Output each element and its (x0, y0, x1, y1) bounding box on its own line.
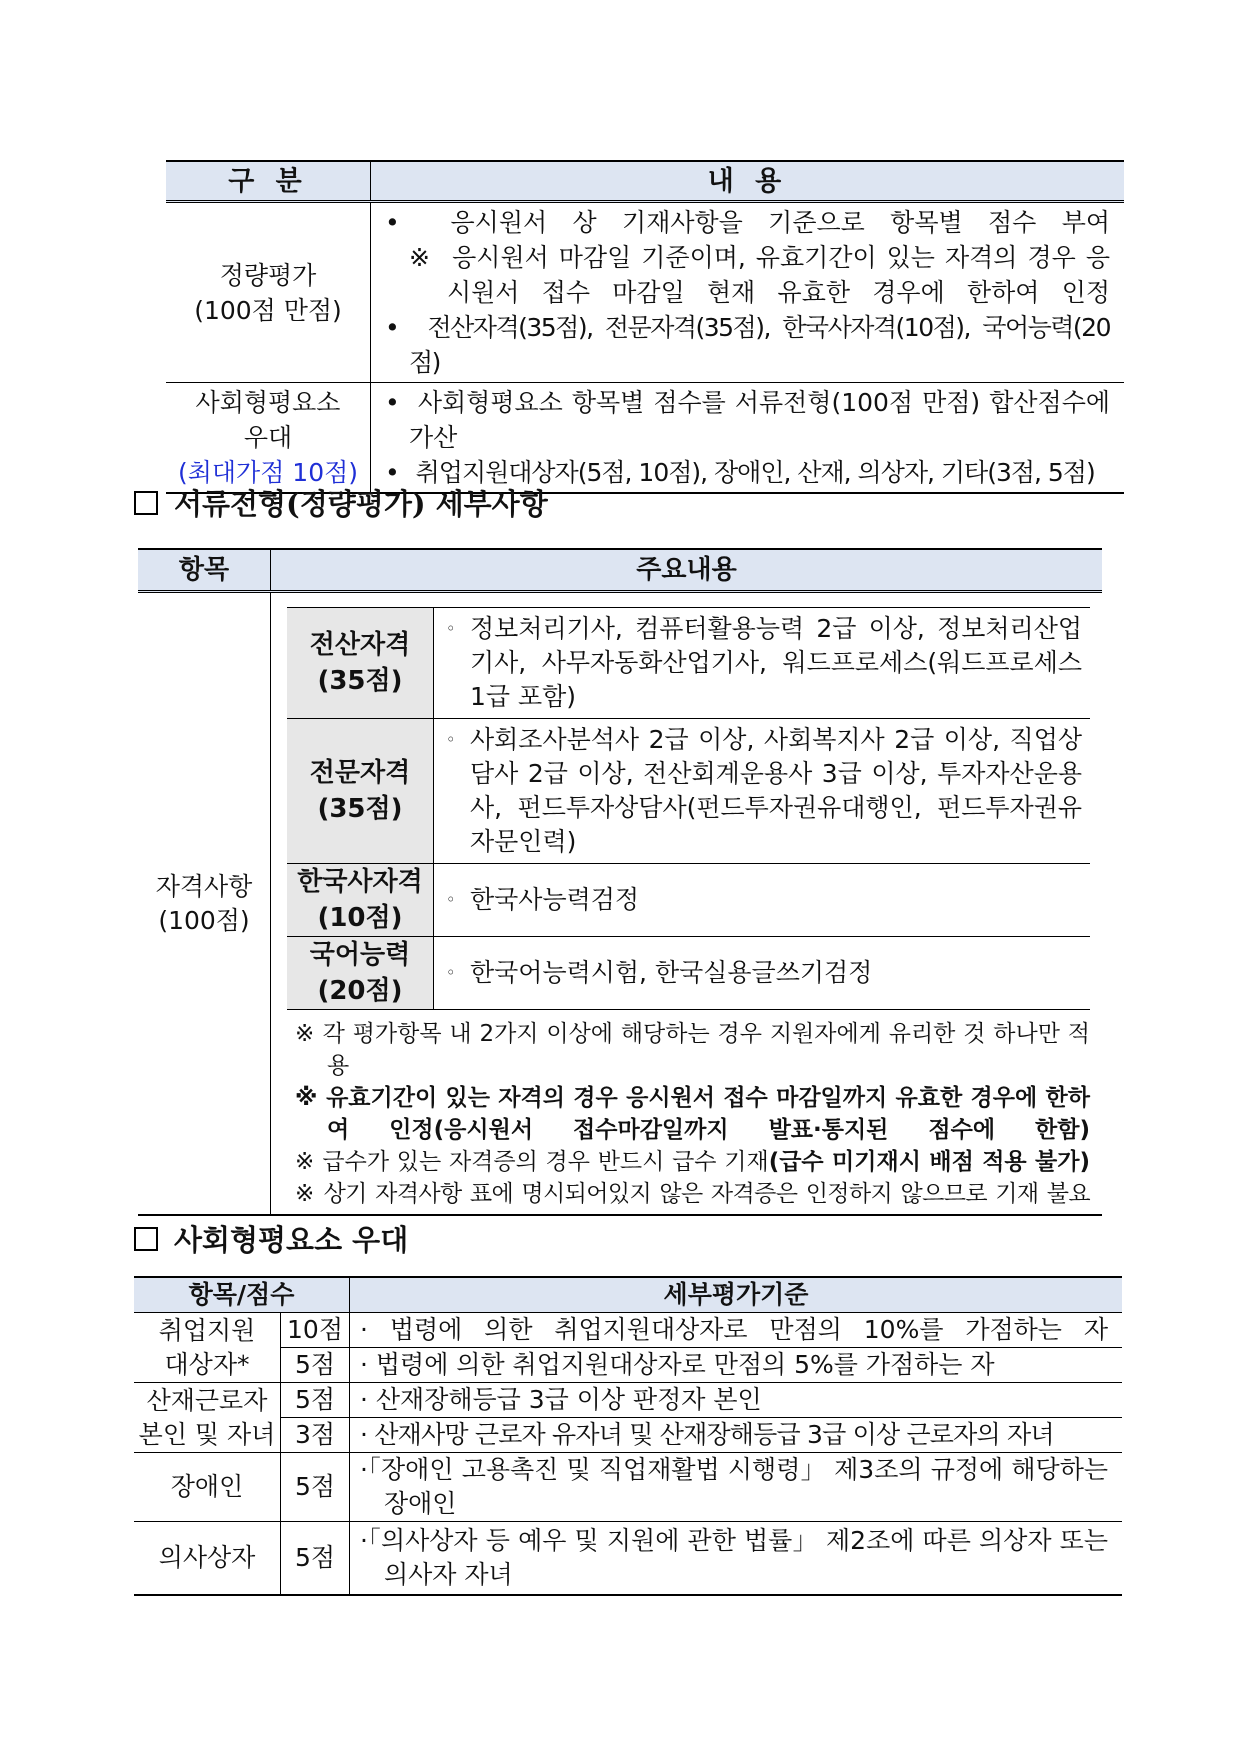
item-qualifications: 자격사항 (100점) (138, 592, 271, 1216)
header-content: 내 용 (371, 161, 1125, 202)
bullet-item: • 취업지원대상자(5점, 10점), 장애인, 산재, 의상자, 기타(3점, 5점) (385, 458, 1095, 487)
table-row (166, 202, 1124, 383)
group-disabled: 장애인 (134, 1453, 281, 1522)
qualification-notes (287, 1018, 1090, 1210)
evaluation-summary-table (166, 160, 1124, 494)
score-cell: 5점 (281, 1453, 350, 1522)
header-item-score: 항목/점수 (134, 1277, 350, 1313)
score-cell: 5점 (281, 1348, 350, 1383)
qualification-name: 한국사자격 (10점) (287, 864, 434, 937)
score-cell: 10점 (281, 1313, 350, 1348)
note-item: ※ 유효기간이 있는 자격의 경우 응시원서 접수 마감일까지 유효한 경우에 한하여 인정(응시원서 접수마감일까지 발표·통지된 점수에 한함) (295, 1085, 1090, 1143)
qualification-name: 전산자격 (35점) (287, 608, 434, 719)
score-cell: 3점 (281, 1418, 350, 1453)
group-veterans: 취업지원 대상자* (134, 1313, 281, 1383)
bullet-item: • 전산자격(35점), 전문자격(35점), 한국사자격(10점), 국어능력(20점) (385, 313, 1110, 377)
table-row (134, 1383, 1122, 1418)
bullet-item: • 응시원서 상 기재사항을 기준으로 항목별 점수 부여 (385, 208, 1110, 237)
note-item: ※ 응시원서 마감일 기준이며, 유효기간이 있는 자격의 경우 응시원서 접수 마감일 현재 유효한 경우에 한하여 인정 (409, 243, 1110, 307)
qualification-detail-table (138, 548, 1102, 1216)
row-label-quantitative: 정량평가 (100점 만점) (166, 202, 371, 383)
table-row (134, 1348, 1122, 1383)
qualification-name: 국어능력 (20점) (287, 937, 434, 1010)
header-main-content: 주요내용 (271, 549, 1103, 592)
table-row (134, 1453, 1122, 1522)
table-row (134, 1418, 1122, 1453)
max-bonus-label: (최대가점 10점) (177, 458, 358, 487)
table-header-row (134, 1277, 1122, 1313)
score-cell: 5점 (281, 1522, 350, 1596)
checkbox-square-icon (134, 491, 158, 515)
note-item: ※ 급수가 있는 자격증의 경우 반드시 급수 기재(급수 미기재시 배점 적용 불가) (295, 1149, 1091, 1175)
table-row (134, 1313, 1122, 1348)
qualification-detail: ◦ 사회조사분석사 2급 이상, 사회복지사 2급 이상, 직업상담사 2급 이상, 전산회계운용사 3급 이상, 투자자산운용사, 펀드투자상담사(펀드투자권유대행인, 펀드투자권유자문인력) (434, 719, 1091, 864)
criteria-cell: ·「장애인 고용촉진 및 직업재활법 시행령」 제3조의 규정에 해당하는 장애인 (350, 1453, 1123, 1522)
qualification-detail: ◦ 한국어능력시험, 한국실용글쓰기검정 (434, 937, 1091, 1010)
qualification-content (271, 592, 1103, 1216)
group-righteous-victims: 의사상자 (134, 1522, 281, 1596)
qualification-name: 전문자격 (35점) (287, 719, 434, 864)
criteria-cell: · 산재사망 근로자 유자녀 및 산재장해등급 3급 이상 근로자의 자녀 (350, 1418, 1123, 1453)
section-title-social-equity: 사회형평요소 우대 (134, 1222, 408, 1258)
table-header-row (138, 549, 1102, 592)
score-cell: 5점 (281, 1383, 350, 1418)
criteria-cell: ·「의사상자 등 예우 및 지원에 관한 법률」 제2조에 따른 의상자 또는 의사자 자녀 (350, 1522, 1123, 1596)
header-category: 구 분 (166, 161, 371, 202)
row-content-quantitative (371, 202, 1125, 383)
qualification-row (287, 864, 1090, 937)
row-content-social-equity (371, 383, 1125, 494)
qualification-inner-table (287, 607, 1090, 1010)
note-item: ※ 상기 자격사항 표에 명시되어있지 않은 자격증은 인정하지 않으므로 기재 불요 (295, 1181, 1090, 1207)
section-title-document-screening: 서류전형(정량평가) 세부사항 (134, 486, 548, 522)
criteria-cell: · 법령에 의한 취업지원대상자로 만점의 10%를 가점하는 자 (350, 1313, 1123, 1348)
table-row (134, 1522, 1122, 1596)
bullet-item: • 사회형평요소 항목별 점수를 서류전형(100점 만점) 합산점수에 가산 (385, 388, 1110, 452)
qualification-row (287, 608, 1090, 719)
social-equity-table (134, 1276, 1122, 1596)
table-header-row (166, 161, 1124, 202)
qualification-row (287, 719, 1090, 864)
header-criteria: 세부평가기준 (350, 1277, 1123, 1313)
criteria-cell: · 산재장해등급 3급 이상 판정자 본인 (350, 1383, 1123, 1418)
group-industrial-accident: 산재근로자 본인 및 자녀 (134, 1383, 281, 1453)
qualification-detail: ◦ 한국사능력검정 (434, 864, 1091, 937)
criteria-cell: · 법령에 의한 취업지원대상자로 만점의 5%를 가점하는 자 (350, 1348, 1123, 1383)
table-row (166, 383, 1124, 494)
qualification-row (287, 937, 1090, 1010)
header-item: 항목 (138, 549, 271, 592)
qualification-detail: ◦ 정보처리기사, 컴퓨터활용능력 2급 이상, 정보처리산업기사, 사무자동화산업기사, 워드프로세스(워드프로세스 1급 포함) (434, 608, 1091, 719)
table-row (138, 592, 1102, 1216)
checkbox-square-icon (134, 1227, 158, 1251)
row-label-social-equity: 사회형평요소 우대 (최대가점 10점) (166, 383, 371, 494)
note-item: ※ 각 평가항목 내 2가지 이상에 해당하는 경우 지원자에게 유리한 것 하나만 적용 (295, 1021, 1090, 1079)
